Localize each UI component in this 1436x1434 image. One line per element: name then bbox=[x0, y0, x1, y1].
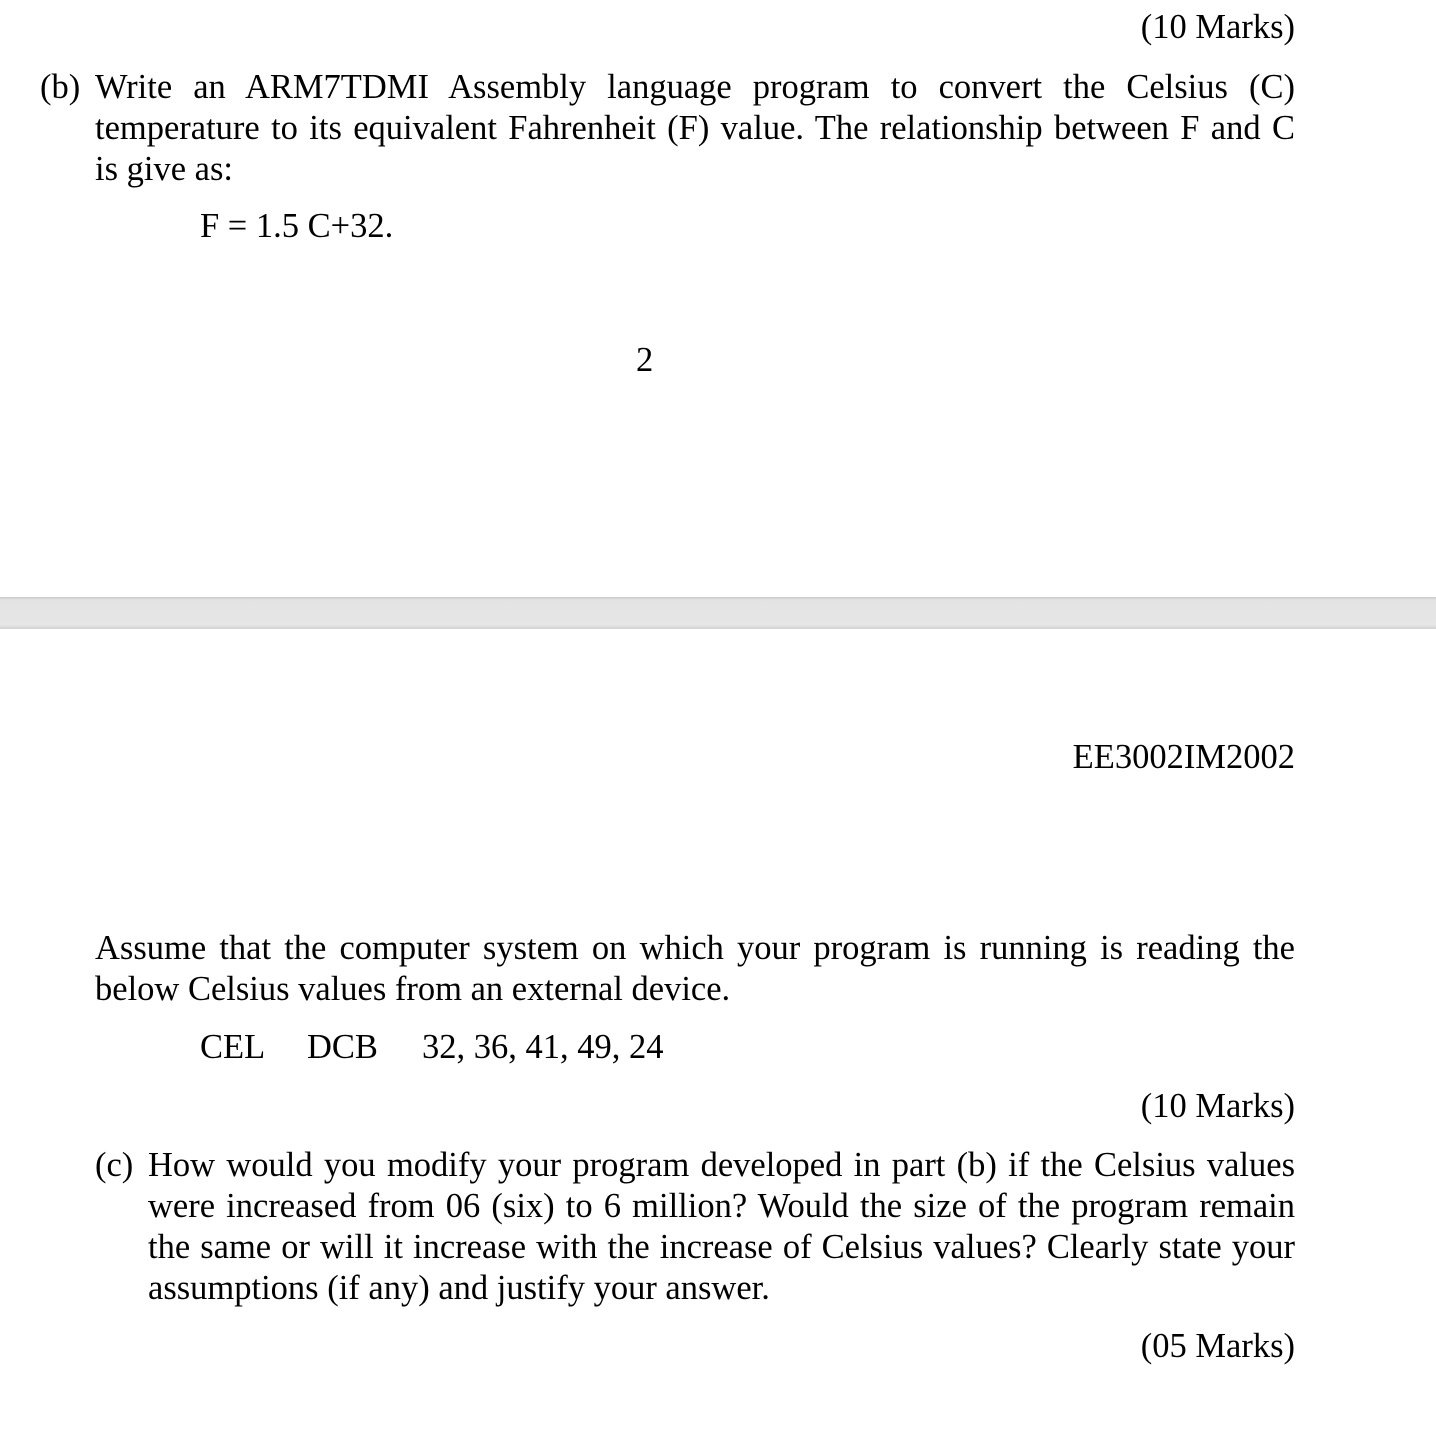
part-c-line: How would you modify your program developed in part (b) if the Celsius values bbox=[148, 1146, 1295, 1184]
part-c-line: assumptions (if any) and justify your answer. bbox=[148, 1269, 770, 1307]
part-b-line: Write an ARM7TDMI Assembly language program to convert the Celsius (C) bbox=[95, 68, 1295, 106]
part-c-question bbox=[148, 1145, 1295, 1309]
part-b-line: temperature to its equivalent Fahrenheit (F) value. The relationship between F and C bbox=[95, 109, 1295, 147]
part-b-line: is give as: bbox=[95, 150, 233, 188]
formula: F = 1.5 C+32. bbox=[200, 207, 394, 245]
document-page-top bbox=[0, 0, 1436, 597]
marks-label-top: (10 Marks) bbox=[1140, 8, 1295, 46]
data-directive: DCB bbox=[307, 1028, 378, 1066]
part-c-line: the same or will it increase with the increase of Celsius values? Clearly state your bbox=[148, 1228, 1295, 1266]
marks-label-b: (10 Marks) bbox=[1140, 1087, 1295, 1125]
part-c-line: were increased from 06 (six) to 6 million? Would the size of the program remain bbox=[148, 1187, 1295, 1225]
page-number: 2 bbox=[636, 341, 654, 379]
data-values: 32, 36, 41, 49, 24 bbox=[422, 1028, 664, 1066]
part-b-question bbox=[95, 67, 1295, 190]
data-label: CEL bbox=[200, 1028, 266, 1066]
document-page-bottom bbox=[0, 629, 1436, 1434]
part-b-label: (b) bbox=[40, 68, 81, 106]
marks-label-c: (05 Marks) bbox=[1140, 1327, 1295, 1365]
assumption-line: Assume that the computer system on which your program is running is reading the bbox=[95, 929, 1295, 967]
part-c-label: (c) bbox=[95, 1146, 134, 1184]
course-code-header: EE3002IM2002 bbox=[1072, 738, 1295, 776]
assumption-paragraph bbox=[95, 928, 1295, 1010]
assumption-line: below Celsius values from an external device. bbox=[95, 970, 731, 1008]
page-separator bbox=[0, 597, 1436, 629]
